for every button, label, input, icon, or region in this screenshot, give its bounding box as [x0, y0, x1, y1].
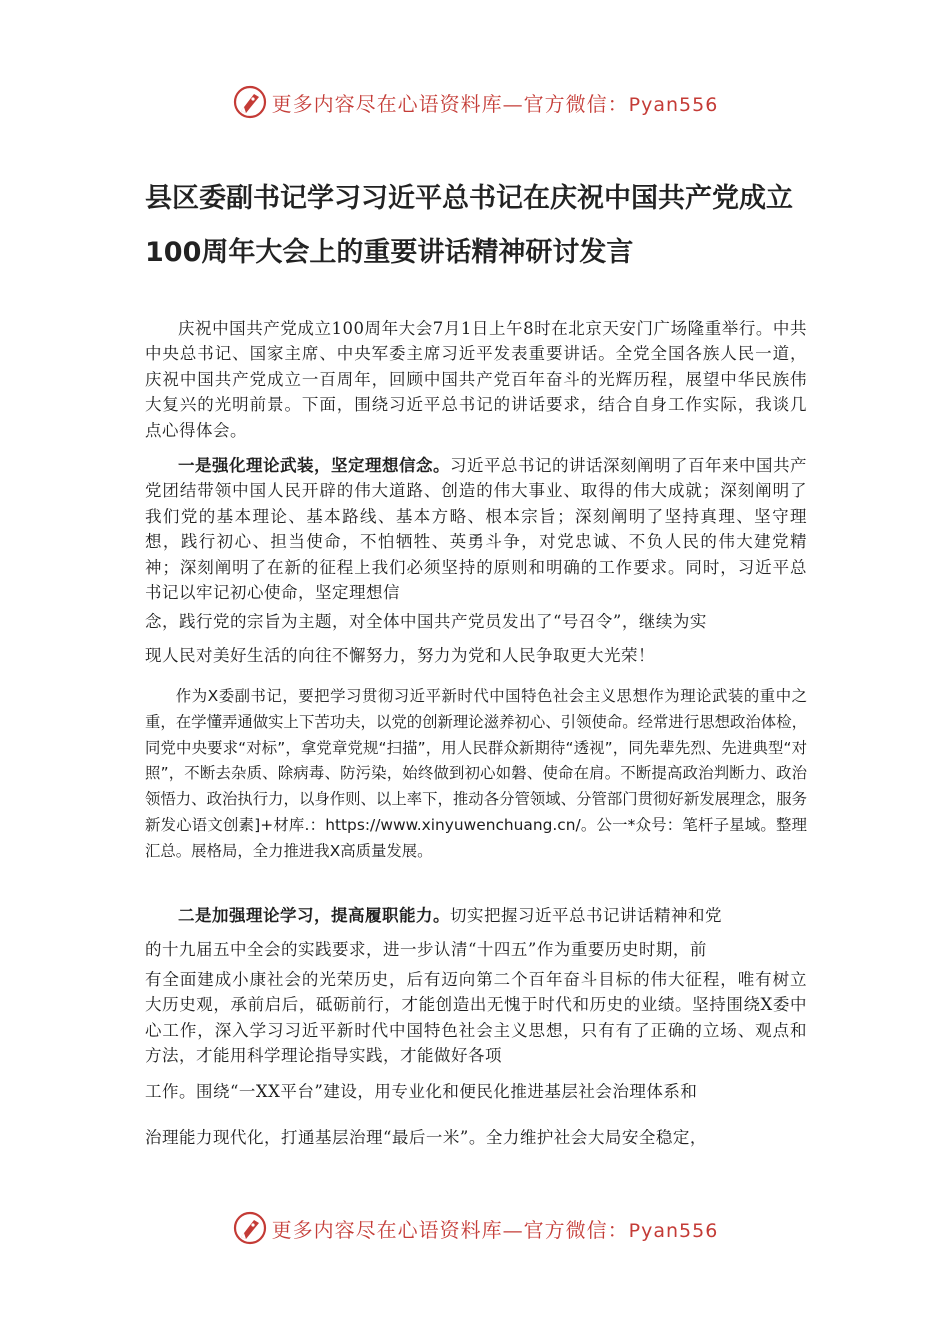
document-title: 县区委副书记学习习近平总书记在庆祝中国共产党成立100周年大会上的重要讲话精神研讨发言	[145, 183, 793, 268]
pen-nib-logo-icon	[232, 84, 268, 120]
pen-nib-logo-icon	[232, 1210, 268, 1246]
paragraph-point-two: 二是加强理论学习，提高履职能力。切实把握习近平总书记讲话精神和党 的十九届五中全会的实践要求，进一步认清“十四五”作为重要历史时期，前 有全面建成小康社会的光荣历史，后有迈向第二个百年奋斗目标的伟大征程，唯有树立大历史观，承前启后，砥砺前行，才能创造出无愧于时代和历史的业绩。坚持围绕X委中心工作，深入学习习近平新时代中国特色社会主义思想，只有有了正确的立场、观点和方法，才能用科学理论指导实践，才能做好各项 工作。围绕“一XX平台”建设，用专业化和便民化推进基层社会治理体系和 治理能力现代化，打通基层治理“最后一米”。全力维护社会大局安全稳定，	[145, 906, 807, 1147]
paragraph-deputy-secretary: 作为X委副书记，要把学习贯彻习近平新时代中国特色社会主义思想作为理论武装的重中之重，在学懂弄通做实上下苦功夫，以党的创新理论滋养初心、引领使命。经常进行思想政治体检，同党中央要求“对标”，拿党章党规“扫描”，用人民群众新期待“透视”，同先辈先烈、先进典型“对照”，不断去杂质、除病毒、防污染，始终做到初心如磐、使命在肩。不断提高政治判断力、政治领悟力、政治执行力，以身作则、以上率下，推动各分管领域、分管部门贯彻好新发展理念，服务新发心语文创素]+材库.：https://www.xinyuwenchuang.cn/。公一*众号：笔杆子星域。整理汇总。展格局，全力推进我X高质量发展。	[145, 687, 807, 860]
paragraph-intro: 庆祝中国共产党成立100周年大会7月1日上午8时在北京天安门广场隆重举行。中共中央总书记、国家主席、中央军委主席习近平发表重要讲话。全党全国各族人民一道，庆祝中国共产党成立一百周年，回顾中国共产党百年奋斗的光辉历程，展望中华民族伟大复兴的光明前景。下面，围绕习近平总书记的讲话要求，结合自身工作实际，我谈几点心得体会。	[145, 319, 807, 440]
footer-watermark-banner	[0, 1208, 950, 1248]
point-two-heading: 二是加强理论学习，提高履职能力。	[178, 906, 450, 925]
watermark-text: 更多内容尽在心语资料库—官方微信：Pyan556	[271, 91, 719, 116]
watermark-text: 更多内容尽在心语资料库—官方微信：Pyan556	[271, 1217, 719, 1242]
header-watermark-banner	[0, 82, 950, 122]
paragraph-point-one: 一是强化理论武装，坚定理想信念。习近平总书记的讲话深刻阐明了百年来中国共产党团结带领中国人民开辟的伟大道路、创造的伟大事业、取得的伟大成就；深刻阐明了我们党的基本理论、基本路线、基本方略、根本宗旨；深刻阐明了坚持真理、坚守理想，践行初心、担当使命，不怕牺牲、英勇斗争，对党忠诚、不负人民的伟大建党精神；深刻阐明了在新的征程上我们必须坚持的原则和明确的工作要求。同时，习近平总书记以牢记初心使命，坚定理想信 念，践行党的宗旨为主题，对全体中国共产党员发出了“号召令”，继续为实 现人民对美好生活的向往不懈努力，努力为党和人民争取更大光荣！	[145, 456, 807, 666]
point-one-heading: 一是强化理论武装，坚定理想信念。	[178, 456, 450, 475]
